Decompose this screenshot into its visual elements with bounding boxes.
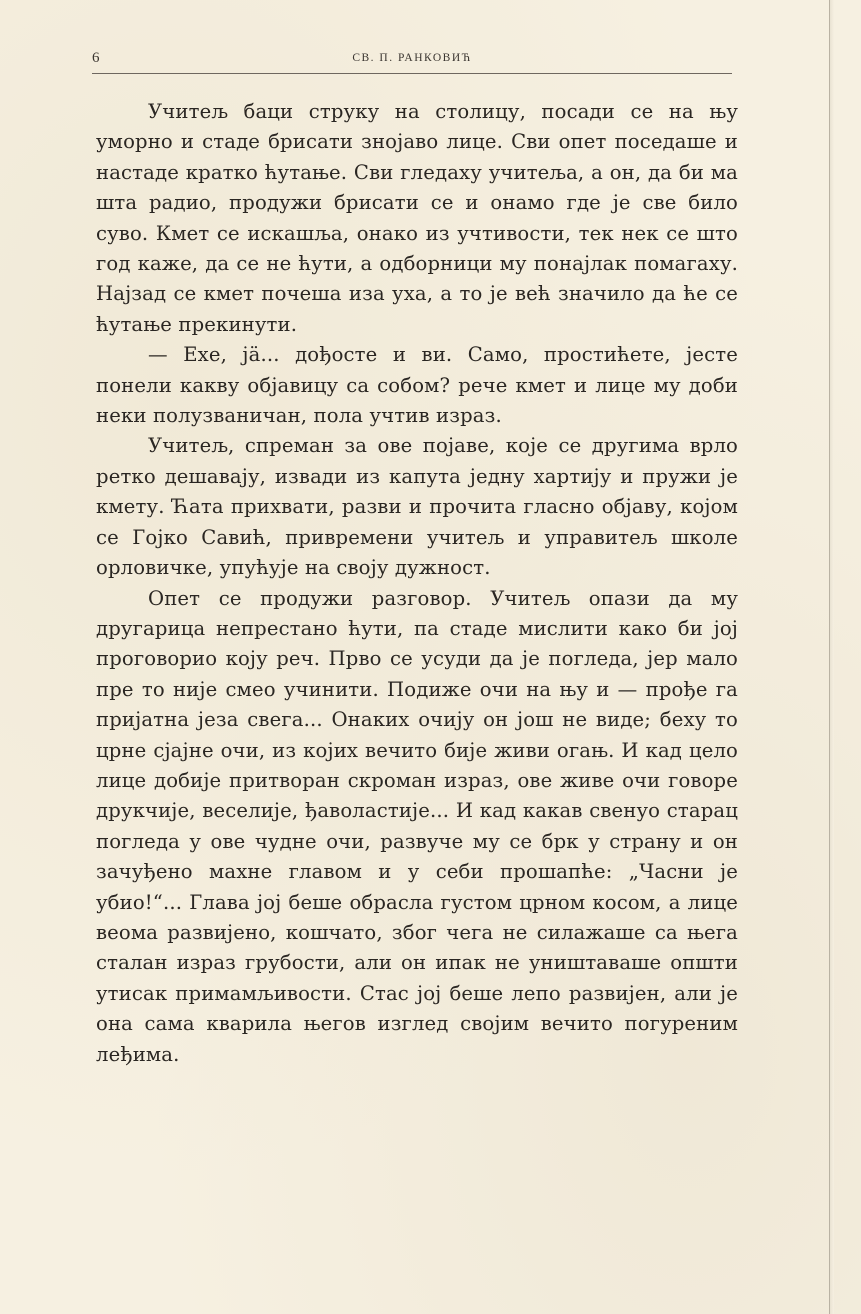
paragraph: Учитељ, спреман за ове појаве, које се другима врло ретко дешавају, извади из капута једну хартију и пружи је кмету. Ћата прихвати, разви и прочита гласно објаву, којом се Гојко Савић, привремени учитељ и управитељ школе орловичке, упућује на своју дужност. [96, 434, 738, 580]
paragraph: — Ехе, jä... дођосте и ви. Само, простићете, јесте понели какву објавицу са собом? рече кмет и лице му доби неки полузваничан, пола учтив израз. [96, 343, 738, 428]
running-title: СВ. П. РАНКОВИЋ [352, 52, 472, 64]
running-head [92, 50, 732, 70]
paragraph: Учитељ баци струку на столицу, посади се на њу уморно и стаде брисати знојаво лице. Сви опет поседаше и настаде кратко ћутање. Сви гледаху учитеља, а он, да би ма шта радио, продужи брисати се и онамо где је све било суво. Кмет се искашља, онако из учтивости, тек нек се што год каже, да се не ћути, а одборници му понајлак помагаху. Најзад се кмет почеша иза уха, а то је већ значило да ће се ћутање прекинути. [96, 100, 738, 336]
paragraph: Опет се продужи разговор. Учитељ опази да му другарица непрестано ћути, па стаде мислити како би јој проговорио коју реч. Прво се усуди да је погледа, јер мало пре то није смео учинити. Подиже очи на њу и — прође га пријатна језа свега... Онаких очију он још не виде; беху то црне сјајне очи, из којих вечито бије живи огањ. И кад цело лице добије притворан скроман израз, ове живе очи говоре друкчије, веселије, ђаволастије... И кад какав свенуо старац погледа у ове чудне очи, развуче му се брк у страну и он зачуђено махне главом и у себи прошапће: „Часни је убио!“... Глава јој беше обрасла густом црном косом, а лице веома развијено, кошчато, због чега не силажаше са њега сталан израз грубости, али он ипак не уништаваше општи утисак примамљивости. Стас јој беше лепо развијен, али је она сама кварила његов изглед својим вечито погуреним леђима. [96, 586, 738, 1066]
body-text [96, 97, 738, 1070]
header-rule [92, 73, 732, 74]
page-edge-shadow [829, 0, 834, 1314]
page-number: 6 [92, 50, 100, 66]
